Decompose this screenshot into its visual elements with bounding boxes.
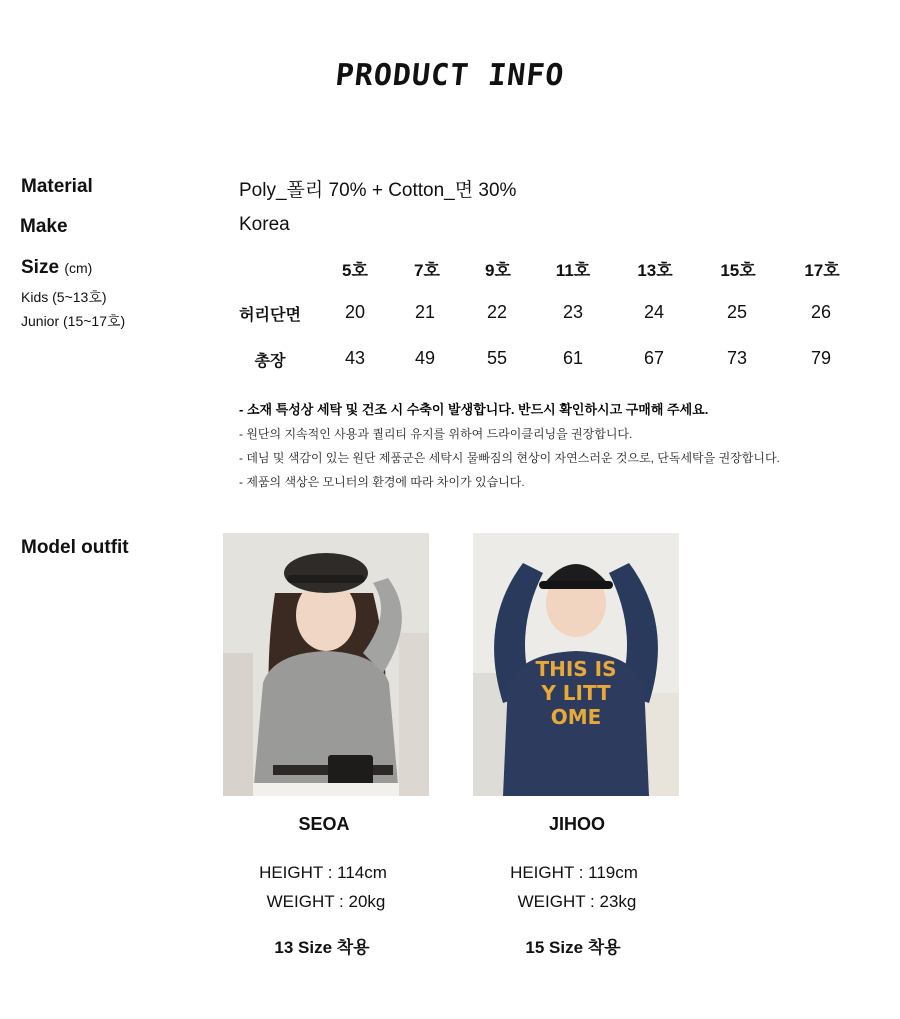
table-cell: 73 <box>726 348 748 368</box>
table-cell: 43 <box>344 348 366 368</box>
model-fit: 15 Size 착용 <box>525 938 621 957</box>
table-cell: 22 <box>486 302 508 322</box>
care-note: - 소재 특성상 세탁 및 건조 시 수축이 발생합니다. 반드시 확인하시고 구매해 주세요. <box>239 402 709 417</box>
model-stats-seoa <box>220 858 426 916</box>
model-name: SEOA <box>298 814 350 834</box>
shirt-print-line: OME <box>550 705 602 729</box>
shirt-print-line: THIS IS <box>535 657 617 681</box>
size-label-text: Size <box>21 257 60 278</box>
table-cell: 61 <box>562 348 584 368</box>
size-col: 5호 <box>342 261 368 280</box>
table-cell: 49 <box>414 348 436 368</box>
make-label: Make <box>20 216 68 237</box>
table-cell: 55 <box>486 348 508 368</box>
table-cell: 25 <box>726 302 748 322</box>
model-caption-jihoo <box>474 814 680 835</box>
model-weight: WEIGHT : 23kg <box>517 892 637 911</box>
size-col: 17호 <box>804 261 840 280</box>
page-title: PRODUCT INFO <box>333 58 567 93</box>
model-outfit-label: Model outfit <box>21 537 129 558</box>
size-col: 9호 <box>485 261 511 280</box>
table-cell: 23 <box>562 302 584 322</box>
care-note: - 제품의 색상은 모니터의 환경에 따라 차이가 있습니다. <box>239 475 525 489</box>
size-label <box>21 257 92 279</box>
model-height: HEIGHT : 119cm <box>510 863 638 882</box>
row-label: 총장 <box>254 353 286 370</box>
model-photo-jihoo <box>473 533 679 796</box>
material-value: Poly_폴리 70% + Cotton_면 30% <box>239 180 517 201</box>
material-label: Material <box>21 176 93 197</box>
model-fit: 13 Size 착용 <box>274 938 370 957</box>
model-caption-seoa <box>221 814 427 835</box>
model-weight: WEIGHT : 20kg <box>266 892 386 911</box>
table-cell: 26 <box>810 302 832 322</box>
care-notes <box>239 398 780 494</box>
junior-range: Junior (15~17호) <box>21 313 126 329</box>
model-photo-seoa <box>223 533 429 796</box>
model-fit-jihoo <box>470 933 676 958</box>
model-stats-jihoo <box>471 858 677 916</box>
size-unit: (cm) <box>64 260 93 276</box>
model-fit-seoa <box>219 933 425 958</box>
care-note: - 데님 및 색감이 있는 원단 제품군은 세탁시 물빠짐의 현상이 자연스러운 것으로, 단독세탁을 권장합니다. <box>239 451 780 465</box>
size-col: 13호 <box>637 261 673 280</box>
shirt-print-line: Y LITT <box>541 681 611 705</box>
kids-range: Kids (5~13호) <box>21 289 107 305</box>
model-height: HEIGHT : 114cm <box>259 863 387 882</box>
table-cell: 67 <box>643 348 665 368</box>
size-col: 11호 <box>555 261 591 280</box>
table-row <box>230 302 890 326</box>
table-row <box>230 348 890 372</box>
table-cell: 24 <box>643 302 665 322</box>
make-value: Korea <box>239 214 290 235</box>
row-label: 허리단면 <box>239 307 301 324</box>
size-table-header <box>230 256 890 280</box>
model-name: JIHOO <box>548 814 605 834</box>
size-col: 15호 <box>720 261 756 280</box>
care-note: - 원단의 지속적인 사용과 퀄리티 유지를 위하여 드라이클리닝을 권장합니다. <box>239 427 633 441</box>
table-cell: 79 <box>810 348 832 368</box>
table-cell: 20 <box>344 302 366 322</box>
size-col: 7호 <box>414 261 440 280</box>
table-cell: 21 <box>414 302 436 322</box>
